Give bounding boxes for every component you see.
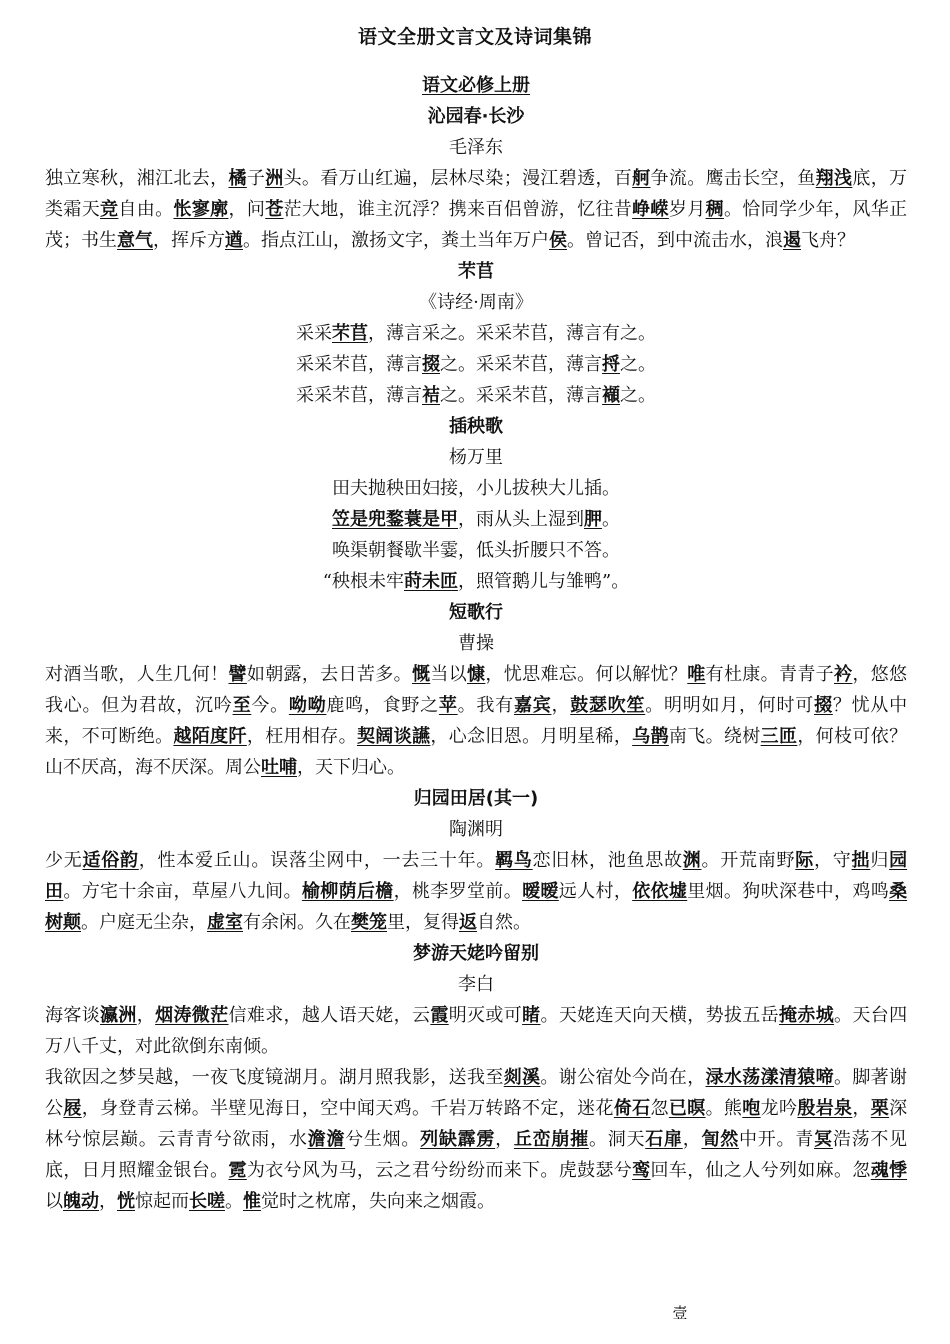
annotated-word: 拙 [851, 850, 871, 871]
poem-paragraph [45, 845, 907, 938]
poem-author: 陶渊明 [449, 819, 503, 840]
text-segment: 。开荒南野 [701, 850, 796, 871]
text-segment: ，薄言采之。采采芣苢，薄言有之。 [368, 323, 656, 344]
annotated-word: 捋 [602, 354, 620, 375]
text-segment: 自然。 [477, 912, 531, 933]
text-segment: ，忧思难忘。何以解忧？ [485, 664, 688, 685]
text-segment: 我欲因之梦吴越，一夜飞度镜湖月。湖月照我影，送我至 [45, 1067, 504, 1088]
annotated-word: 稠 [705, 199, 724, 220]
annotated-word: 已暝 [668, 1098, 706, 1119]
text-segment: ，雨从头上湿到 [458, 509, 584, 530]
annotated-word: 适俗韵 [82, 850, 139, 871]
text-segment: ，枉用相存。 [246, 726, 357, 747]
annotated-word: 暧暧 [522, 881, 559, 902]
poem-author: 李白 [458, 974, 494, 995]
text-segment: ， [495, 1129, 514, 1150]
annotated-word: 羁鸟 [495, 850, 533, 871]
text-segment: 。谢公宿处今尚在， [540, 1067, 706, 1088]
text-segment: 。天姥连天向天横，势拔五岳 [540, 1005, 779, 1026]
text-segment: ，悠悠我心。但为君故，沉吟 [45, 664, 908, 716]
text-segment: ，性本爱丘山。误落尘网中，一去三十年。 [138, 850, 496, 871]
text-segment: 忽 [650, 1098, 669, 1119]
annotated-word: 譬 [228, 664, 247, 685]
text-segment: ，天下归心。 [297, 757, 405, 778]
text-segment: 采采芣苢，薄言 [296, 354, 422, 375]
text-segment: 远人村， [558, 881, 633, 902]
text-segment: 茫大地，谁主沉浮？携来百侣曾游，忆往昔 [283, 199, 633, 220]
annotated-word: 乌鹊 [632, 726, 669, 747]
text-segment: 。方宅十余亩，草屋八九间。 [63, 881, 302, 902]
annotated-word: 意气 [117, 230, 153, 251]
poem-author: 曹操 [458, 633, 494, 654]
annotated-word: 丘峦崩摧 [513, 1129, 589, 1150]
annotated-word: 剡溪 [503, 1067, 541, 1088]
annotated-word: 袺 [422, 385, 440, 406]
annotated-word: 渌水荡漾清猿啼 [705, 1067, 834, 1088]
text-segment: 少无 [45, 850, 83, 871]
text-segment: 觉时之枕席，失向来之烟霞。 [261, 1191, 495, 1212]
annotated-word: 衿 [834, 664, 853, 685]
annotated-word: 返 [459, 912, 477, 933]
annotated-word: 樊笼 [351, 912, 387, 933]
verse-line [45, 504, 907, 535]
text-segment: 唤渠朝餐歇半霎，低头折腰只不答。 [332, 540, 620, 561]
annotated-word: 渊 [682, 850, 702, 871]
annotated-word: 莳未匝 [404, 571, 458, 592]
text-segment: ，身登青云梯。半壁见海日，空中闻天鸡。千岩万转路不定，迷花 [81, 1098, 614, 1119]
text-segment: 明灭或可 [448, 1005, 523, 1026]
annotated-word: 遒 [225, 230, 243, 251]
verse-line [45, 380, 907, 411]
text-segment: 之。 [620, 354, 656, 375]
text-segment: 。恰同学少年，风华正茂；书生 [45, 199, 908, 251]
text-segment: ？忧从中来，不可断绝。 [45, 695, 908, 747]
text-segment: 。洞天 [588, 1129, 646, 1150]
poem-author: 《诗经·周南》 [419, 292, 533, 313]
text-segment: 回车，仙之人兮列如麻。忽 [650, 1160, 871, 1181]
annotated-word: 越陌度阡 [173, 726, 247, 747]
text-segment: ，守 [814, 850, 852, 871]
annotated-word: 睹 [522, 1005, 541, 1026]
text-segment: 岁月 [668, 199, 706, 220]
text-segment: ， [852, 1098, 871, 1119]
annotated-word: 掇 [422, 354, 440, 375]
text-segment: 鹿鸣，食野之 [326, 695, 439, 716]
text-segment: 海客谈 [45, 1005, 101, 1026]
verse-line [45, 473, 907, 504]
poem-paragraph [45, 1062, 907, 1217]
annotated-word: 殷岩泉 [797, 1098, 853, 1119]
text-segment: 之。采采芣苢，薄言 [440, 354, 602, 375]
annotated-word: 遏 [783, 230, 801, 251]
text-segment: 。明明如月，何时可 [645, 695, 815, 716]
annotated-word: 咆 [742, 1098, 761, 1119]
text-segment: 今。 [251, 695, 289, 716]
text-segment: ，问 [228, 199, 266, 220]
text-segment: ， [99, 1191, 117, 1212]
text-segment: 田夫抛秧田妇接，小儿拔秧大儿插。 [332, 478, 620, 499]
text-segment: 。曾记否，到中流击水，浪 [567, 230, 783, 251]
annotated-word: 襭 [602, 385, 620, 406]
text-segment: 浩荡不见底，日月照耀金银台。 [45, 1129, 908, 1181]
text-segment: 。我有 [457, 695, 514, 716]
text-segment: 为衣兮风为马，云之君兮纷纷而来下。虎鼓瑟兮 [246, 1160, 633, 1181]
text-segment: 南飞。绕树 [668, 726, 761, 747]
text-segment: ，照管鹅儿与雏鸭”。 [458, 571, 630, 592]
annotated-word: 翔浅 [815, 168, 853, 189]
text-segment: ，挥斥方 [153, 230, 225, 251]
verse-line [45, 318, 907, 349]
poem-title: 归园田居(其一) [413, 788, 539, 809]
annotated-word: 橘 [228, 168, 247, 189]
text-segment: 飞舟？ [801, 230, 855, 251]
text-segment: 里烟。狗吠深巷中，鸡鸣 [687, 881, 890, 902]
annotated-word: 三匝 [760, 726, 798, 747]
text-segment: 自由。 [118, 199, 174, 220]
annotated-word: 霓 [228, 1160, 247, 1181]
annotated-word: 烟涛微茫 [155, 1005, 229, 1026]
annotated-word: 园田 [45, 850, 908, 902]
annotated-word: 恍 [117, 1191, 135, 1212]
text-segment: 。户庭无尘杂， [81, 912, 207, 933]
poem-title: 插秧歌 [449, 416, 503, 437]
text-segment: ， [551, 695, 571, 716]
poem-title: 芣苢 [458, 261, 494, 282]
text-segment: 兮生烟。 [345, 1129, 421, 1150]
text-segment: 归 [870, 850, 890, 871]
annotated-word: 际 [795, 850, 815, 871]
annotated-word: 唯 [687, 664, 706, 685]
poem-section [45, 783, 907, 938]
annotated-word: 霞 [430, 1005, 449, 1026]
text-segment: 头。看万山红遍，层林尽染；漫江碧透，百 [283, 168, 633, 189]
annotated-word: 桑树颠 [45, 881, 908, 933]
annotated-word: 魄动 [63, 1191, 99, 1212]
text-segment: ，桃李罗堂前。 [393, 881, 523, 902]
annotated-word: 侯 [549, 230, 567, 251]
text-segment: ，心念旧恩。月明星稀， [430, 726, 633, 747]
annotated-word: 魂悸 [870, 1160, 908, 1181]
text-segment: 之。 [620, 385, 656, 406]
annotated-word: 洲 [265, 168, 284, 189]
text-segment: 子 [246, 168, 266, 189]
poem-author: 杨万里 [449, 447, 503, 468]
annotated-word: 倚石 [613, 1098, 651, 1119]
annotated-word: 苍 [265, 199, 284, 220]
annotated-word: 石扉 [645, 1129, 683, 1150]
text-segment: 龙吟 [760, 1098, 798, 1119]
text-segment: 有余闲。久在 [243, 912, 351, 933]
annotated-word: 笠是兜鍪蓑是甲 [332, 509, 458, 530]
annotated-word: 栗 [870, 1098, 890, 1119]
page-number: 壹 [672, 1304, 688, 1322]
text-segment: 深林兮惊层巅。云青青兮欲雨，水 [45, 1098, 908, 1150]
annotated-word: 契阔谈讌 [356, 726, 431, 747]
annotated-word: 虚室 [207, 912, 243, 933]
poem-list [45, 101, 907, 1217]
text-segment: ，何枝可依？山不厌高，海不厌深。周公 [45, 726, 908, 778]
annotated-word: 怅寥廓 [173, 199, 229, 220]
text-segment: 恋旧林，池鱼思故 [532, 850, 683, 871]
text-segment: 。熊 [705, 1098, 743, 1119]
text-segment: 以 [45, 1191, 63, 1212]
poem-section [45, 101, 907, 256]
verse-line [45, 535, 907, 566]
text-segment: 有杜康。青青子 [705, 664, 835, 685]
text-segment: ， [136, 1005, 156, 1026]
poem-section [45, 256, 907, 411]
annotated-word: 澹澹 [307, 1129, 346, 1150]
annotated-word: 吐哺 [261, 757, 297, 778]
poem-title: 梦游天姥吟留别 [413, 943, 539, 964]
poem-title: 沁园春·长沙 [427, 106, 525, 127]
text-segment: 对酒当歌，人生几何！ [45, 664, 229, 685]
text-segment: 当以 [430, 664, 468, 685]
poem-paragraph [45, 163, 907, 256]
poem-section [45, 938, 907, 1217]
annotated-word: 冥 [814, 1129, 833, 1150]
text-segment: 采采 [296, 323, 332, 344]
annotated-word: 峥嵘 [632, 199, 669, 220]
text-segment: 采采芣苢，薄言 [296, 385, 422, 406]
annotated-word: 慨 [411, 664, 431, 685]
poem-section [45, 411, 907, 597]
volume-heading: 语文必修上册 [422, 75, 530, 96]
annotated-word: 榆柳荫后檐 [301, 881, 394, 902]
text-segment: ， [682, 1129, 702, 1150]
annotated-word: 屐 [63, 1098, 82, 1119]
text-segment: 争流。鹰击长空，鱼 [650, 168, 816, 189]
annotated-word: 长嗟 [189, 1191, 225, 1212]
text-segment: 之。采采芣苢，薄言 [440, 385, 602, 406]
text-segment: 。 [602, 509, 620, 530]
annotated-word: 瀛洲 [100, 1005, 137, 1026]
verse-line [45, 349, 907, 380]
annotated-word: 掇 [814, 695, 833, 716]
annotated-word: 訇然 [701, 1129, 740, 1150]
poem-section [45, 597, 907, 783]
annotated-word: 竞 [100, 199, 119, 220]
poem-paragraph [45, 1000, 907, 1062]
text-segment: “秧根未牢 [322, 571, 404, 592]
text-segment: 。 [225, 1191, 243, 1212]
text-segment: 。指点江山，激扬文字，粪土当年万户 [243, 230, 549, 251]
annotated-word: 鼓瑟吹笙 [570, 695, 646, 716]
annotated-word: 慷 [467, 664, 486, 685]
annotated-word: 至 [232, 695, 252, 716]
text-segment: 。天台四万八千丈，对此欲倒东南倾。 [45, 1005, 908, 1057]
poem-paragraph [45, 659, 907, 783]
text-segment: 如朝露，去日苦多。 [246, 664, 412, 685]
annotated-word: 掩赤城 [779, 1005, 835, 1026]
annotated-word: 鸾 [632, 1160, 651, 1181]
annotated-word: 胛 [584, 509, 602, 530]
annotated-word: 嘉宾 [513, 695, 552, 716]
annotated-word: 舸 [632, 168, 651, 189]
poem-author: 毛泽东 [449, 137, 503, 158]
document-content [45, 70, 907, 1217]
text-segment: 底，万类霜天 [45, 168, 908, 220]
text-segment: 独立寒秋，湘江北去， [45, 168, 229, 189]
text-segment: 惊起而 [135, 1191, 189, 1212]
annotated-word: 芣苢 [332, 323, 368, 344]
annotated-word: 呦呦 [288, 695, 327, 716]
text-segment: 信难求，越人语天姥，云 [228, 1005, 431, 1026]
document-title: 语文全册文言文及诗词集锦 [357, 26, 592, 48]
annotated-word: 苹 [438, 695, 458, 716]
text-segment: 。脚著谢公 [45, 1067, 908, 1119]
verse-line [45, 566, 907, 597]
text-segment: 中开。青 [739, 1129, 815, 1150]
poem-title: 短歌行 [449, 602, 503, 623]
text-segment: 里，复得 [387, 912, 459, 933]
annotated-word: 列缺霹雳 [420, 1129, 496, 1150]
annotated-word: 惟 [243, 1191, 261, 1212]
annotated-word: 依依墟 [632, 881, 688, 902]
